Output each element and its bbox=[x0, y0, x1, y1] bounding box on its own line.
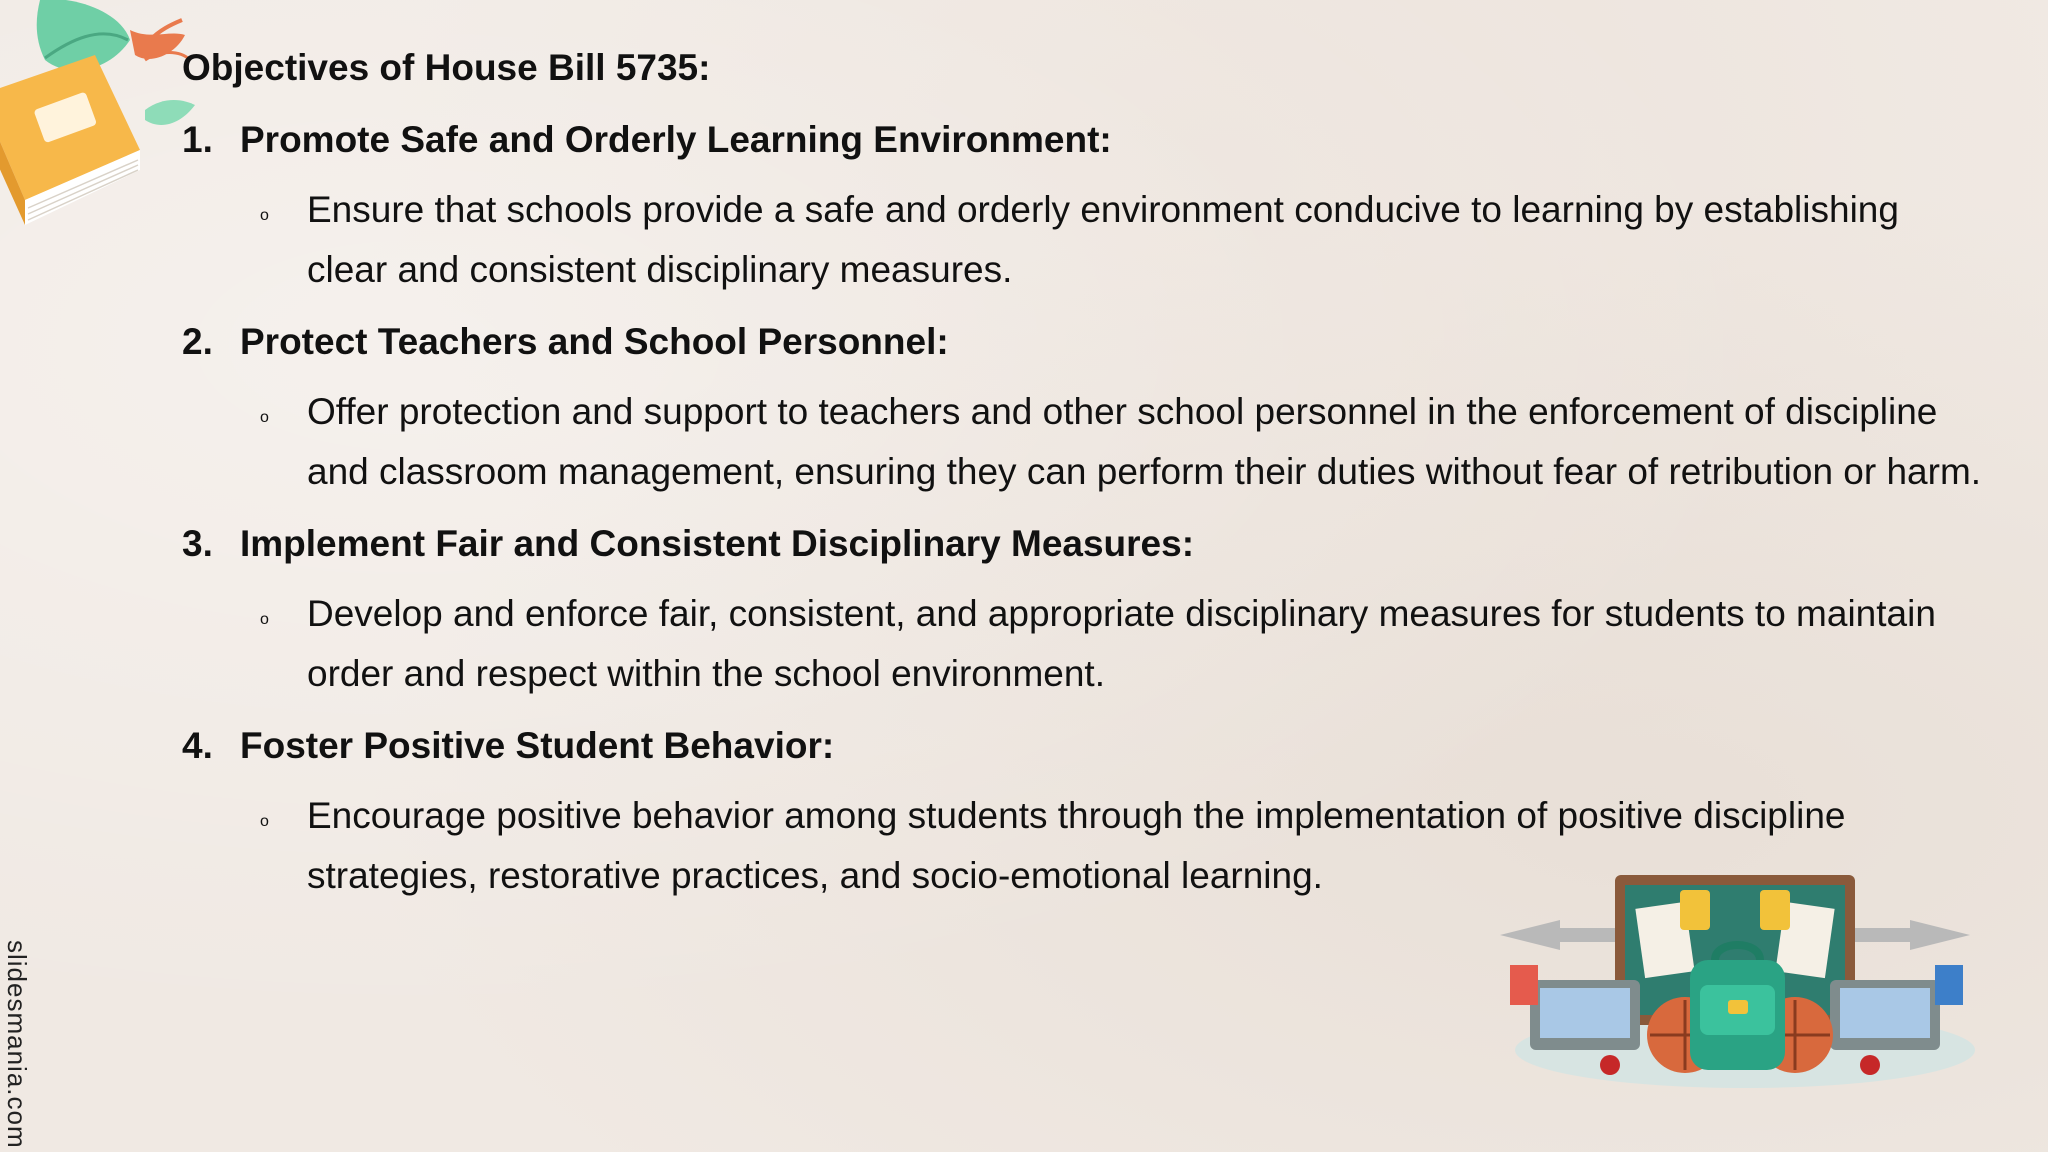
objective-item bbox=[182, 110, 1982, 300]
objective-item bbox=[182, 716, 1982, 906]
objective-heading-row bbox=[182, 312, 1982, 372]
objective-heading: Implement Fair and Consistent Disciplinary Measures: bbox=[240, 523, 1195, 564]
objective-detail: Encourage positive behavior among students through the implementation of positive discipline strategies, restorative practices, and socio-emotional learning. bbox=[307, 795, 1846, 896]
objective-item bbox=[182, 514, 1982, 704]
slide-title: Objectives of House Bill 5735: bbox=[182, 47, 711, 88]
bullet-circle-icon: o bbox=[260, 409, 269, 426]
objective-item bbox=[182, 312, 1982, 502]
objective-heading-row bbox=[182, 514, 1982, 574]
objective-number: 2. bbox=[182, 321, 213, 362]
slide-content bbox=[182, 38, 1982, 918]
objective-detail-row bbox=[260, 382, 1982, 502]
bullet-circle-icon: o bbox=[260, 611, 269, 628]
watermark-text: slidesmania.com bbox=[2, 940, 32, 1149]
objective-detail-row bbox=[260, 786, 1982, 906]
objective-heading: Protect Teachers and School Personnel: bbox=[240, 321, 949, 362]
objective-detail-row bbox=[260, 584, 1982, 704]
objective-number: 3. bbox=[182, 523, 213, 564]
objective-number: 1. bbox=[182, 119, 213, 160]
objective-detail: Ensure that schools provide a safe and orderly environment conducive to learning by establishing clear and consistent disciplinary measures. bbox=[307, 189, 1899, 290]
objective-detail: Offer protection and support to teachers and other school personnel in the enforcement of discipline and classroom management, ensuring they can perform their duties without fear of retribution or harm. bbox=[307, 391, 1982, 492]
book-with-leaves-icon bbox=[0, 0, 200, 250]
objective-heading-row bbox=[182, 110, 1982, 170]
objective-heading: Foster Positive Student Behavior: bbox=[240, 725, 835, 766]
objective-heading: Promote Safe and Orderly Learning Environment: bbox=[240, 119, 1112, 160]
objective-detail-row bbox=[260, 180, 1982, 300]
objective-heading-row bbox=[182, 716, 1982, 776]
bullet-circle-icon: o bbox=[260, 207, 269, 224]
bullet-circle-icon: o bbox=[260, 813, 269, 830]
objective-detail: Develop and enforce fair, consistent, and appropriate disciplinary measures for students to maintain order and respect within the school environment. bbox=[307, 593, 1936, 694]
objective-number: 4. bbox=[182, 725, 213, 766]
